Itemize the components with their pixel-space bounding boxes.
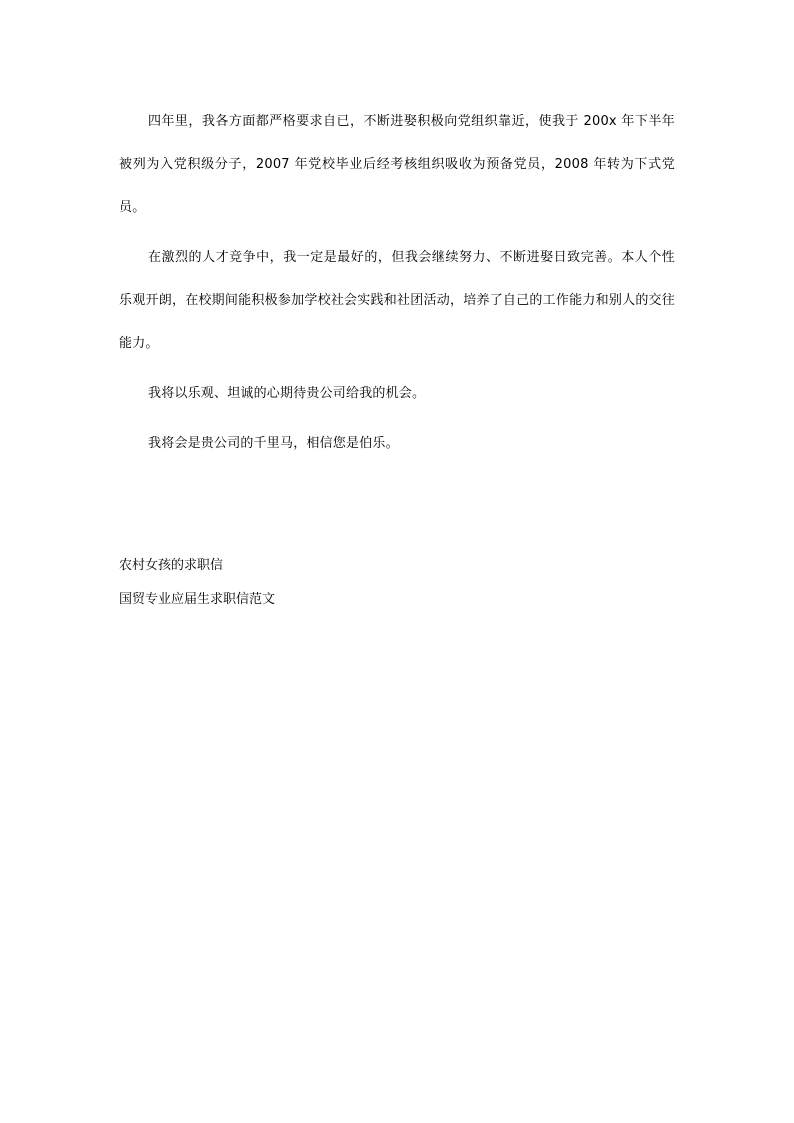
related-links <box>119 555 675 623</box>
paragraph-closing: 我将会是贵公司的千里马，相信您是伯乐。 <box>148 436 399 451</box>
paragraph-competition: 在激烈的人才竞争中，我一定是最好的，但我会继续努力、不断进娶日致完善。本人个性乐观开朗，在校期间能积极参加学校社会实践和社团活动，培养了自己的工作能力和别人的交往能力。 <box>119 250 675 351</box>
letter-body <box>119 100 675 472</box>
related-link-rural-girl-letter[interactable]: 农村女孩的求职信 <box>119 558 224 573</box>
paragraph-party-membership: 四年里，我各方面都严格要求自已，不断进娶积极向党组织靠近，使我于 200x 年下半年被列为入党积级分子，2007 年党校毕业后经考核组织吸收为预备党员，2008 年转为下式党员。 <box>119 114 675 215</box>
paragraph-opportunity: 我将以乐观、坦诚的心期待贵公司给我的机会。 <box>148 386 426 401</box>
related-link-trade-graduate-letter[interactable]: 国贸专业应届生求职信范文 <box>119 592 276 607</box>
